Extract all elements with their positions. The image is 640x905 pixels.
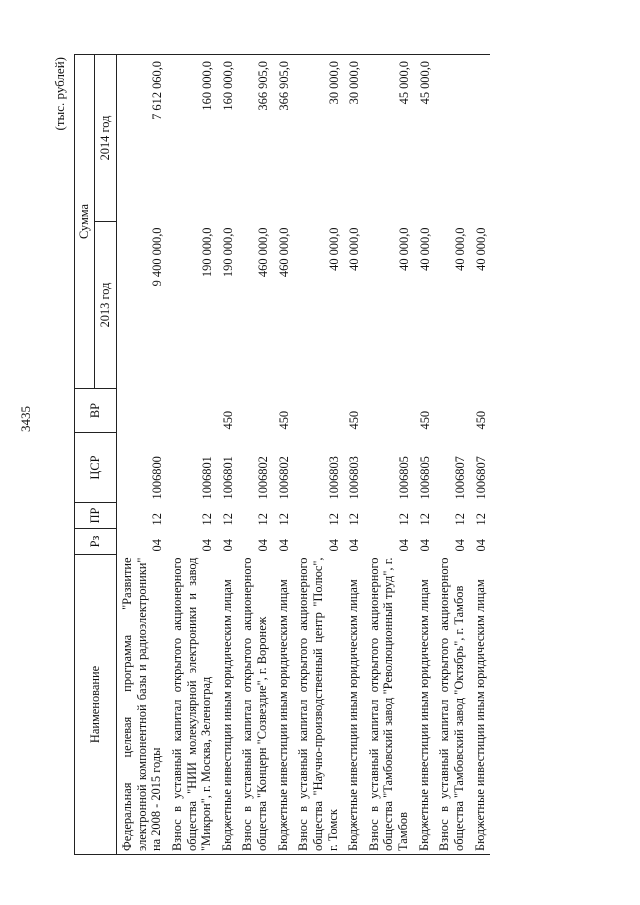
row-rz-cell: 04 [326,539,341,552]
row-pr-cell: 12 [200,513,215,526]
table-row [237,55,272,855]
row-pr-cell: 12 [347,513,362,526]
row-csr-cell: 1006800 [150,456,165,500]
row-name-cell: Бюджетные инвестиции иным юридическим лицам [470,555,491,855]
row-rz-cell: 04 [220,539,235,552]
row-rz-cell: 04 [150,539,165,552]
row-2013-cell: 190 000,0 [200,227,215,278]
row-name-cell: Бюджетные инвестиции иным юридическим лицам [343,555,364,855]
row-2014-cell: 30 000,0 [293,55,343,222]
row-csr-cell: 1006801 [200,456,215,500]
row-csr-cell: 1006807 [452,456,467,500]
row-vr-cell [167,389,217,433]
row-rz-cell: 04 [473,539,488,552]
row-2014-cell: 366 905,0 [273,55,294,222]
row-csr-cell: 1006805 [417,456,432,500]
row-name-cell: Взнос в уставный капитал открытого акционерного общества "Научно-производственный центр "Полюс", г. Томск [293,555,343,855]
row-pr-cell: 12 [276,513,291,526]
row-csr-cell: 1006802 [276,456,291,500]
row-rz-cell: 04 [256,539,270,552]
row-2014-cell: 45 000,0 [364,55,414,222]
row-pr-cell: 12 [473,513,488,526]
row-vr-cell [293,389,343,433]
table-row [343,55,364,855]
row-2013-cell: 40 000,0 [397,227,411,271]
header-vr: ВР [75,389,117,433]
table-row [364,55,414,855]
page-number: 3435 [18,406,33,432]
row-2013-cell: 40 000,0 [452,227,467,271]
row-vr-cell [364,389,414,433]
header-sum: Сумма [75,55,95,389]
row-csr-cell: 1006801 [220,456,235,500]
header-name: Наименование [75,555,117,855]
row-name-cell: Бюджетные инвестиции иным юридическим лицам [273,555,294,855]
row-name-cell: Взнос в уставный капитал открытого акционерного общества "Концерн "Созвездие", г. Воронеж [237,555,272,855]
row-vr-cell [237,389,272,433]
row-vr-cell: 450 [276,410,291,430]
row-2013-cell: 40 000,0 [347,227,362,271]
row-name-cell: Федеральная целевая программа "Развитие электронной компонентной базы и радиоэлектроники" на 2008 - 2015 годы [117,555,167,855]
row-2014-cell [470,55,491,222]
table-row [117,55,167,855]
budget-table-container [74,55,490,855]
row-rz-cell: 04 [347,539,362,552]
row-pr-cell: 12 [220,513,235,526]
row-vr-cell: 450 [220,410,235,430]
header-year-2014: 2014 год [95,55,117,222]
table-row [167,55,217,855]
row-vr-cell: 450 [417,410,432,430]
row-2013-cell: 40 000,0 [326,227,341,271]
row-pr-cell: 12 [397,513,411,526]
row-2013-cell: 40 000,0 [417,227,432,271]
table-row [414,55,435,855]
row-rz-cell: 04 [276,539,291,552]
header-pr: ПР [75,503,117,529]
row-vr-cell: 450 [347,410,362,430]
table-row [217,55,238,855]
row-2013-cell: 9 400 000,0 [150,227,165,287]
header-csr: ЦСР [75,433,117,503]
row-csr-cell: 1006805 [397,456,411,500]
table-row [434,55,469,855]
row-name-cell: Взнос в уставный капитал открытого акционерного общества "Тамбовский завод "Революционный труд", г. Тамбов [364,555,414,855]
table-row [293,55,343,855]
budget-table [74,54,490,855]
row-2013-cell: 460 000,0 [276,227,291,278]
row-2014-cell [434,55,469,222]
row-name-cell: Бюджетные инвестиции иным юридическим лицам [414,555,435,855]
row-2014-cell: 160 000,0 [167,55,217,222]
table-body [117,55,491,855]
header-rz: Рз [75,529,117,555]
row-vr-cell [117,389,167,433]
row-2014-cell: 366 905,0 [237,55,272,222]
row-2014-cell: 7 612 060,0 [117,55,167,222]
row-rz-cell: 04 [452,539,467,552]
row-2014-cell: 30 000,0 [343,55,364,222]
row-rz-cell: 04 [397,539,411,552]
row-2014-cell: 160 000,0 [217,55,238,222]
row-csr-cell: 1006803 [347,456,362,500]
row-name-cell: Взнос в уставный капитал открытого акционерного общества "НИИ молекулярной электроники и завод "Микрон", г. Москва, Зеленоград [167,555,217,855]
row-pr-cell: 12 [417,513,432,526]
row-pr-cell: 12 [256,513,270,526]
row-csr-cell: 1006807 [473,456,488,500]
row-vr-cell: 450 [473,410,488,430]
row-csr-cell: 1006803 [326,456,341,500]
row-pr-cell: 12 [326,513,341,526]
row-vr-cell [434,389,469,433]
row-name-cell: Бюджетные инвестиции иным юридическим лицам [217,555,238,855]
row-2014-cell: 45 000,0 [414,55,435,222]
row-pr-cell: 12 [150,513,165,526]
row-2013-cell: 460 000,0 [256,227,270,278]
units-label: (тыс. рублей) [52,57,67,131]
row-2013-cell: 190 000,0 [220,227,235,278]
table-row [470,55,491,855]
row-pr-cell: 12 [452,513,467,526]
row-csr-cell: 1006802 [256,456,270,500]
row-rz-cell: 04 [200,539,215,552]
table-row [273,55,294,855]
row-2013-cell: 40 000,0 [473,227,488,271]
row-name-cell: Взнос в уставный капитал открытого акционерного общества "Тамбовский завод "Октябрь", г. Тамбов [434,555,469,855]
header-year-2013: 2013 год [95,222,117,389]
row-rz-cell: 04 [417,539,432,552]
